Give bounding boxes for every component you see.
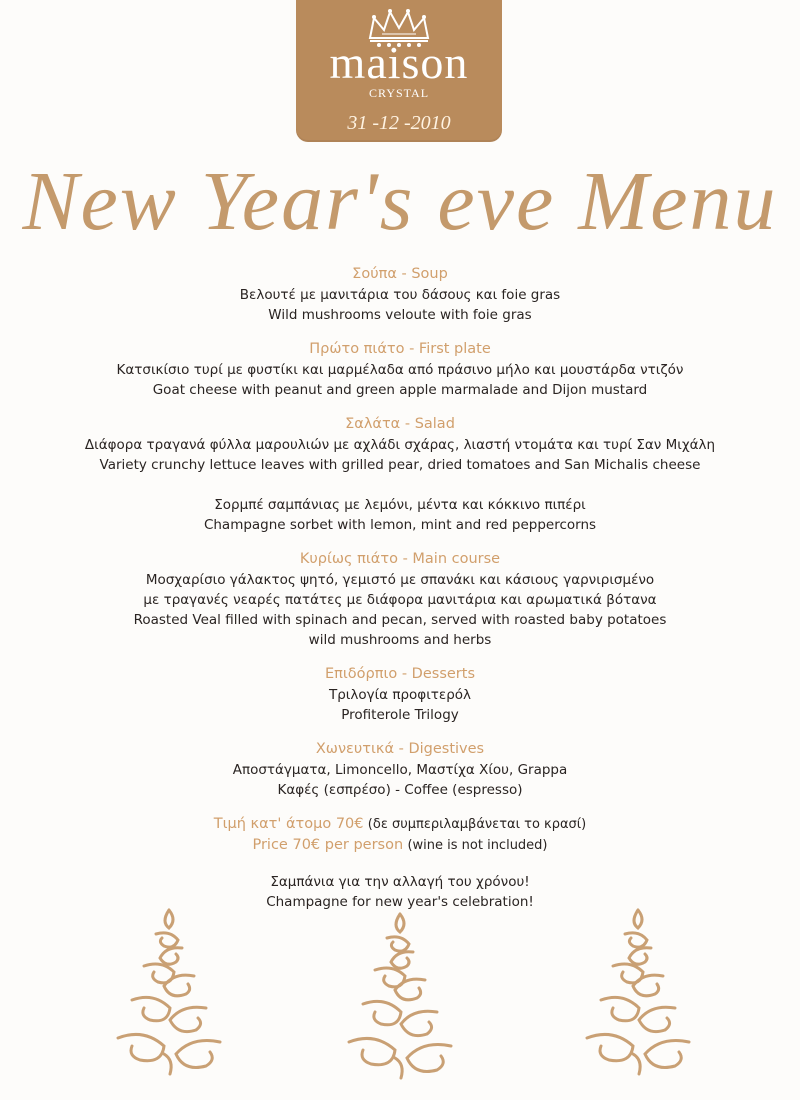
event-date: 31 -12 -2010 [347,112,451,134]
dish-line: Wild mushrooms veloute with foie gras [268,307,532,323]
champagne-line-greek: Σαμπάνια για την αλλαγή του χρόνου! [270,874,530,890]
section-digestives [0,739,800,800]
dish-line: Καφές (εσπρέσο) - Coffee (espresso) [277,782,523,798]
section-desserts [0,664,800,725]
section-title: Κυρίως πιάτο - Main course [299,551,501,567]
section-title: Σαλάτα - Salad [345,416,455,432]
section-first-plate [0,339,800,400]
dish-line: Profiterole Trilogy [341,707,459,723]
price-note: (wine is not included) [407,838,548,853]
dish-line: Variety crunchy lettuce leaves with grilled pear, dried tomatoes and San Michalis cheese [99,457,701,473]
section-main-course [0,549,800,650]
logo-badge [296,0,502,142]
champagne-line-english: Champagne for new year's celebration! [266,894,534,910]
section-salad [0,414,800,475]
menu-body [0,264,800,912]
price-block [0,814,800,856]
section-title: Επιδόρπιο - Desserts [324,666,476,682]
price-highlight: Price 70€ per person [252,837,404,853]
dish-line: Μοσχαρίσιο γάλακτος ψητό, γεμιστό με σπανάκι και κάσιους γαρνιρισμένο [145,572,655,588]
dish-line: με τραγανές νεαρές πατάτες με διάφορα μανιτάρια και αρωματικά βότανα [143,592,657,608]
dish-line: Κατσικίσιο τυρί με φυστίκι και μαρμέλαδα από πράσινο μήλο και μουστάρδα ντιζόν [116,362,684,378]
dish-line: Αποστάγματα, Limoncello, Μαστίχα Χίου, Grappa [232,762,568,778]
dish-line: Champagne sorbet with lemon, mint and red peppercorns [203,517,597,533]
dish-line: Τριλογία προφιτερόλ [328,687,472,703]
brand-name: maison [329,37,469,88]
price-note: (δε συμπεριλαμβάνεται το κρασί) [367,817,587,832]
brand-subtitle: CRYSTAL [368,86,430,100]
christmas-tree-icon [94,904,244,1082]
christmas-tree-icon [325,908,475,1086]
menu-headline: New Year's eve Menu [22,155,778,248]
dish-line: Βελουτέ με μανιτάρια του δάσους και foie gras [239,287,561,303]
dish-line: Roasted Veal filled with spinach and pecan, served with roasted baby potatoes [133,612,667,628]
dish-line: wild mushrooms and herbs [308,632,492,648]
dish-line: Σορμπέ σαμπάνιας με λεμόνι, μέντα και κόκκινο πιπέρι [214,497,586,513]
price-line-greek [0,814,800,835]
section-soup [0,264,800,325]
section-title: Χωνευτικά - Digestives [315,741,485,757]
section-title: Σούπα - Soup [352,266,448,282]
section-title: Πρώτο πιάτο - First plate [309,341,491,357]
dish-line: Διάφορα τραγανά φύλλα μαρουλιών με αχλάδι σχάρας, λιαστή ντομάτα και τυρί Σαν Μιχάλη [84,437,716,453]
price-highlight: Τιμή κατ' άτομο 70€ [213,816,364,832]
dish-line: Goat cheese with peanut and green apple marmalade and Dijon mustard [152,382,648,398]
section-sorbet [0,489,800,535]
christmas-tree-icon [563,904,713,1082]
price-line-english [0,835,800,856]
